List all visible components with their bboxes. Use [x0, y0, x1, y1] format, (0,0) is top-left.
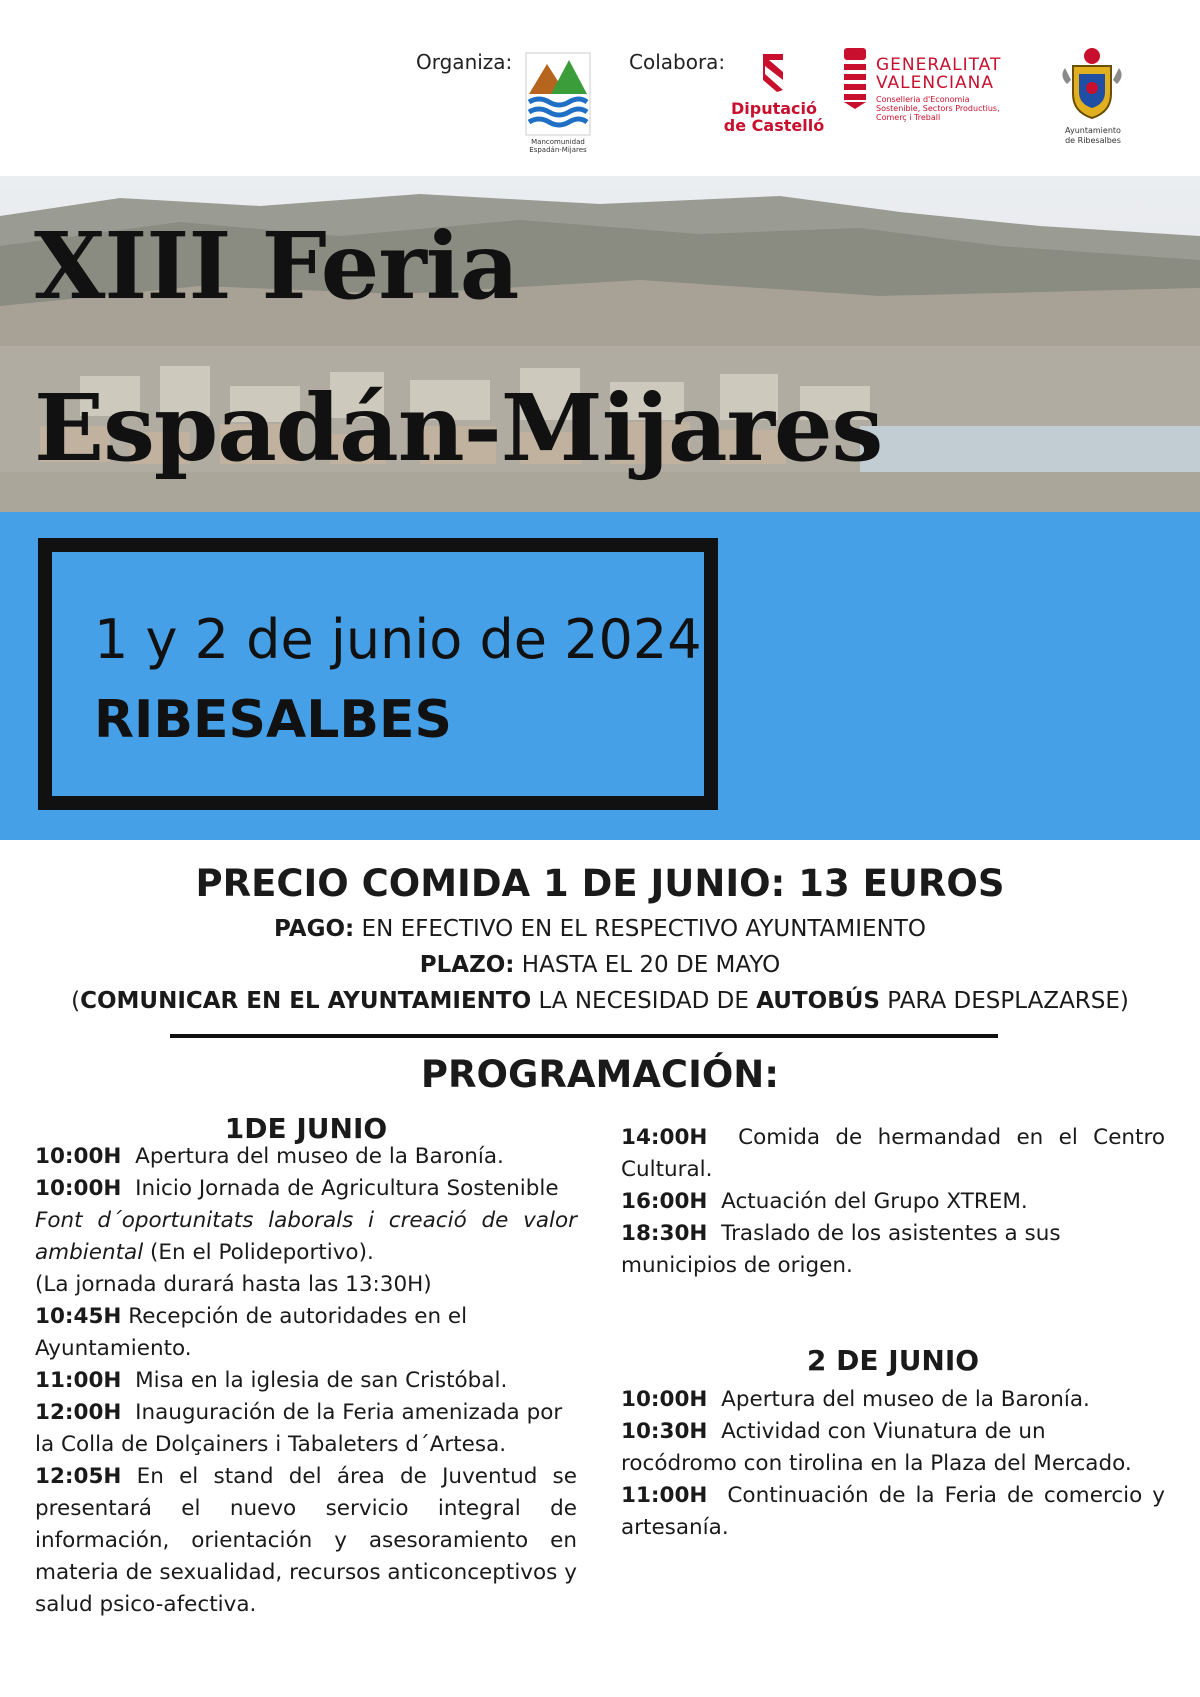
schedule-item [35, 1365, 577, 1397]
mancomunidad-caption [520, 138, 596, 154]
diputacio-emblem [757, 52, 789, 94]
schedule-item [621, 1416, 1165, 1480]
hero-title-line1: XIII Feria [34, 212, 519, 320]
event-place: RIBESALBES [94, 690, 452, 750]
mancomunidad-logo [525, 52, 591, 136]
schedule-item [621, 1122, 1165, 1186]
event-time: 12:00H [35, 1400, 122, 1425]
date-box [38, 538, 718, 810]
event-time: 12:05H [35, 1464, 122, 1489]
schedule-item [35, 1173, 577, 1205]
mancomunidad-caption-line2: Espadán-Mijares [529, 146, 587, 154]
event-text: Inicio Jornada de Agricultura Sostenible [135, 1176, 559, 1201]
event-text: Actividad con Viunatura de un rocódromo con tirolina en la Plaza del Mercado. [621, 1419, 1132, 1476]
conselleria-text [876, 95, 1000, 122]
day1-schedule-right [621, 1122, 1165, 1282]
schedule-item-note: (La jornada durará hasta las 13:30H) [35, 1272, 432, 1297]
event-time: 14:00H [621, 1125, 708, 1150]
deadline-value: HASTA EL 20 DE MAYO [514, 952, 781, 978]
ayuntamiento-crest-icon [1057, 46, 1127, 124]
generalitat-line1: GENERALITAT [876, 55, 1002, 75]
conselleria-line1: Conselleria d'Economia [876, 95, 970, 104]
payment-value: EN EFECTIVO EN EL RESPECTIVO AYUNTAMIENTO [354, 916, 926, 942]
diputacio-line1: Diputació [730, 99, 817, 118]
event-text-tail: (En el Polideportivo). [143, 1240, 374, 1265]
bus-notice-open: ( [71, 988, 81, 1014]
event-time: 16:00H [621, 1189, 708, 1214]
event-text: Actuación del Grupo XTREM. [721, 1189, 1028, 1214]
diputacio-text [722, 100, 826, 134]
event-text: Apertura del museo de la Baronía. [721, 1387, 1090, 1412]
ayuntamiento-caption-line1: Ayuntamiento [1065, 126, 1121, 135]
event-text: Traslado de los asistentes a sus municipios de origen. [621, 1221, 1061, 1278]
deadline-label: PLAZO: [419, 952, 515, 978]
bus-notice-bold1: COMUNICAR EN EL AYUNTAMIENTO [80, 988, 532, 1014]
deadline-line [0, 952, 1200, 978]
schedule-item-detail [35, 1205, 577, 1269]
divider-rule [170, 1034, 998, 1038]
event-time: 11:00H [621, 1483, 708, 1508]
event-italic-text: Font d´oportunitats laborals i creació de valor ambiental [35, 1208, 577, 1265]
event-text: Apertura del museo de la Baronía. [135, 1144, 504, 1169]
event-date: 1 y 2 de junio de 2024 [94, 608, 702, 671]
schedule-item [621, 1480, 1165, 1544]
programacion-heading: PROGRAMACIÓN: [420, 1053, 780, 1096]
event-time: 10:00H [35, 1144, 122, 1169]
schedule-item [621, 1384, 1165, 1416]
generalitat-emblem [840, 46, 870, 110]
event-text: En el stand del área de Juventud se presentará el nuevo servicio integral de información, orientación y asesoramiento en materia de sexualidad, recursos anticonceptivos y salud psico-afectiva. [35, 1464, 577, 1617]
conselleria-line2: Sostenible, Sectors Productius, [876, 104, 1000, 113]
bus-notice [0, 988, 1200, 1014]
event-time: 11:00H [35, 1368, 122, 1393]
generalitat-line2: VALENCIANA [876, 73, 994, 93]
generalitat-name [876, 56, 1001, 92]
colabora-label: Colabora: [629, 50, 726, 74]
bus-notice-mid: LA NECESIDAD DE [531, 988, 757, 1014]
bus-notice-bold2: AUTOBÚS [756, 988, 880, 1014]
event-time: 10:00H [621, 1387, 708, 1412]
day2-heading: 2 DE JUNIO [806, 1344, 980, 1377]
event-text: Continuación de la Feria de comercio y artesanía. [621, 1483, 1165, 1540]
hero-title-line2: Espadán-Mijares [34, 374, 883, 482]
schedule-item [35, 1301, 577, 1365]
hero-banner [0, 176, 1200, 512]
event-time: 10:00H [35, 1176, 122, 1201]
ayuntamiento-caption-line2: de Ribesalbes [1065, 136, 1121, 145]
payment-line [0, 916, 1200, 942]
schedule-item [621, 1218, 1165, 1282]
bus-notice-end: PARA DESPLAZARSE) [879, 988, 1129, 1014]
meal-price: PRECIO COMIDA 1 DE JUNIO: 13 EUROS [195, 862, 1005, 905]
payment-label: PAGO: [274, 916, 355, 942]
event-text: Inauguración de la Feria amenizada por la Colla de Dolçainers i Tabaleters d´Artesa. [35, 1400, 563, 1457]
day1-heading: 1DE JUNIO [224, 1112, 388, 1145]
schedule-item [35, 1461, 577, 1621]
diputacio-line2: de Castelló [723, 116, 825, 135]
mancomunidad-caption-line1: Mancomunidad [531, 138, 585, 146]
ayuntamiento-caption [1052, 126, 1134, 146]
schedule-item [621, 1186, 1165, 1218]
day2-schedule [621, 1384, 1165, 1544]
event-text: Misa en la iglesia de san Cristóbal. [135, 1368, 508, 1393]
event-text: Recepción de autoridades en el Ayuntamiento. [35, 1304, 468, 1361]
schedule-item [35, 1397, 577, 1461]
day1-schedule-left [35, 1141, 577, 1621]
organiza-label: Organiza: [416, 50, 513, 74]
event-text: Comida de hermandad en el Centro Cultural. [621, 1125, 1166, 1182]
conselleria-line3: Comerç i Treball [876, 113, 941, 122]
event-time: 10:30H [621, 1419, 708, 1444]
event-time: 10:45H [35, 1304, 122, 1329]
schedule-item [35, 1141, 577, 1173]
event-time: 18:30H [621, 1221, 708, 1246]
